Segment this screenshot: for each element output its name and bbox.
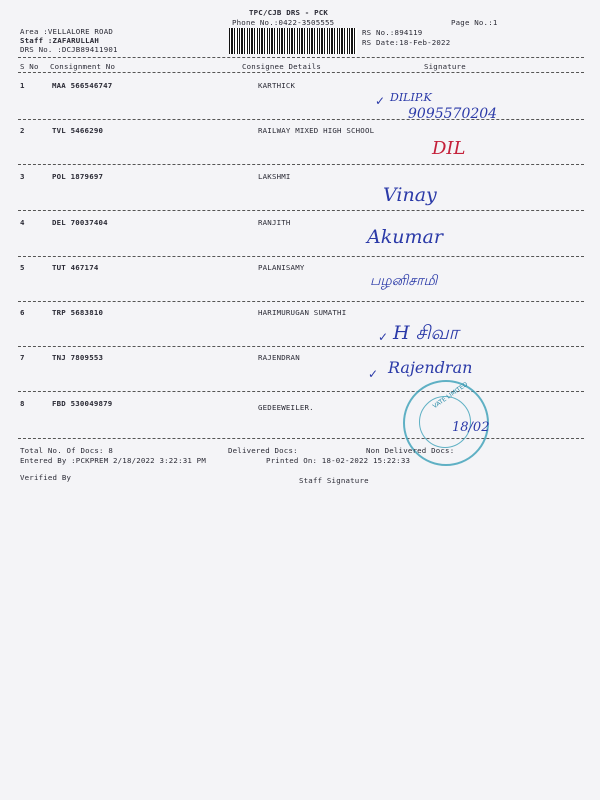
entered-by: Entered By :PCKPREM 2/18/2022 3:22:31 PM: [20, 456, 206, 465]
row-consignment: TUT 467174: [52, 263, 99, 272]
page-number: Page No.:1: [451, 18, 498, 27]
signature-row-6: H சிவா: [393, 322, 459, 344]
row-divider: [18, 256, 584, 257]
row-divider: [18, 164, 584, 165]
delivered-docs: Delivered Docs:: [228, 446, 298, 455]
check-mark-icon: ✓: [378, 330, 389, 344]
stamp-text: VATE LIMITED: [431, 380, 470, 411]
row-divider: [18, 438, 584, 439]
row-consignee: GEDEEWEILER.: [258, 403, 314, 412]
divider: [18, 72, 584, 73]
column-signature: Signature: [424, 62, 466, 71]
rs-date: RS Date:18-Feb-2022: [362, 38, 451, 47]
signature-row-1-phone: 9095570204: [408, 106, 498, 122]
row-sno: 4: [20, 218, 25, 227]
row-sno: 2: [20, 126, 25, 135]
row-sno: 6: [20, 308, 25, 317]
row-consignment: FBD 530049879: [52, 399, 113, 408]
row-consignment: TNJ 7809553: [52, 353, 104, 362]
verified-by: Verified By: [20, 473, 72, 482]
row-divider: [18, 346, 584, 347]
divider: [18, 57, 584, 58]
row-consignee: KARTHICK: [258, 81, 296, 90]
signature-row-5: பழனிசாமி: [370, 273, 438, 289]
document-title: TPC/CJB DRS - PCK: [249, 8, 329, 17]
row-sno: 7: [20, 353, 25, 362]
check-mark-icon: ✓: [368, 367, 379, 381]
row-sno: 8: [20, 399, 25, 408]
row-sno: 1: [20, 81, 25, 90]
signature-row-2: DIL: [432, 138, 466, 159]
row-consignee: PALANISAMY: [258, 263, 305, 272]
row-divider: [18, 119, 584, 120]
signature-row-1-name: DILIP.K: [390, 91, 432, 104]
row-consignment: MAA 566546747: [52, 81, 113, 90]
signature-row-7: Rajendran: [388, 358, 473, 377]
area-label: Area :VELLALORE ROAD: [20, 27, 113, 36]
rs-number: RS No.:894119: [362, 28, 423, 37]
signature-row-3: Vinay: [383, 184, 437, 206]
staff-signature: Staff Signature: [299, 476, 369, 485]
row-consignment: TRP 5683810: [52, 308, 104, 317]
row-consignment: DEL 70037404: [52, 218, 108, 227]
row-consignment: TVL 5466290: [52, 126, 104, 135]
barcode: [229, 28, 357, 54]
column-consignment: Consignment No: [50, 62, 116, 71]
row-consignee: RAJENDRAN: [258, 353, 300, 362]
row-consignment: POL 1879697: [52, 172, 104, 181]
signature-row-8: 18/02: [452, 420, 490, 435]
column-sno: S No: [20, 62, 39, 71]
row-consignee: RAILWAY MIXED HIGH SCHOOL: [258, 126, 375, 135]
total-docs: Total No. Of Docs: 8: [20, 446, 113, 455]
printed-on: Printed On: 18-02-2022 15:22:33: [266, 456, 411, 465]
check-mark-icon: ✓: [375, 94, 386, 108]
row-divider: [18, 391, 584, 392]
row-divider: [18, 210, 584, 211]
column-consignee: Consignee Details: [242, 62, 322, 71]
staff-label: Staff :ZAFARULLAH: [20, 36, 100, 45]
row-consignee: LAKSHMI: [258, 172, 291, 181]
signature-row-4: Akumar: [367, 226, 443, 248]
phone-number: Phone No.:0422-3505555: [232, 18, 335, 27]
non-delivered-docs: Non Delivered Docs:: [366, 446, 455, 455]
row-divider: [18, 301, 584, 302]
drs-number: DRS No. :DCJB89411901: [20, 45, 118, 54]
row-sno: 5: [20, 263, 25, 272]
row-sno: 3: [20, 172, 25, 181]
row-consignee: HARIMURUGAN SUMATHI: [258, 308, 347, 317]
row-consignee: RANJITH: [258, 218, 291, 227]
